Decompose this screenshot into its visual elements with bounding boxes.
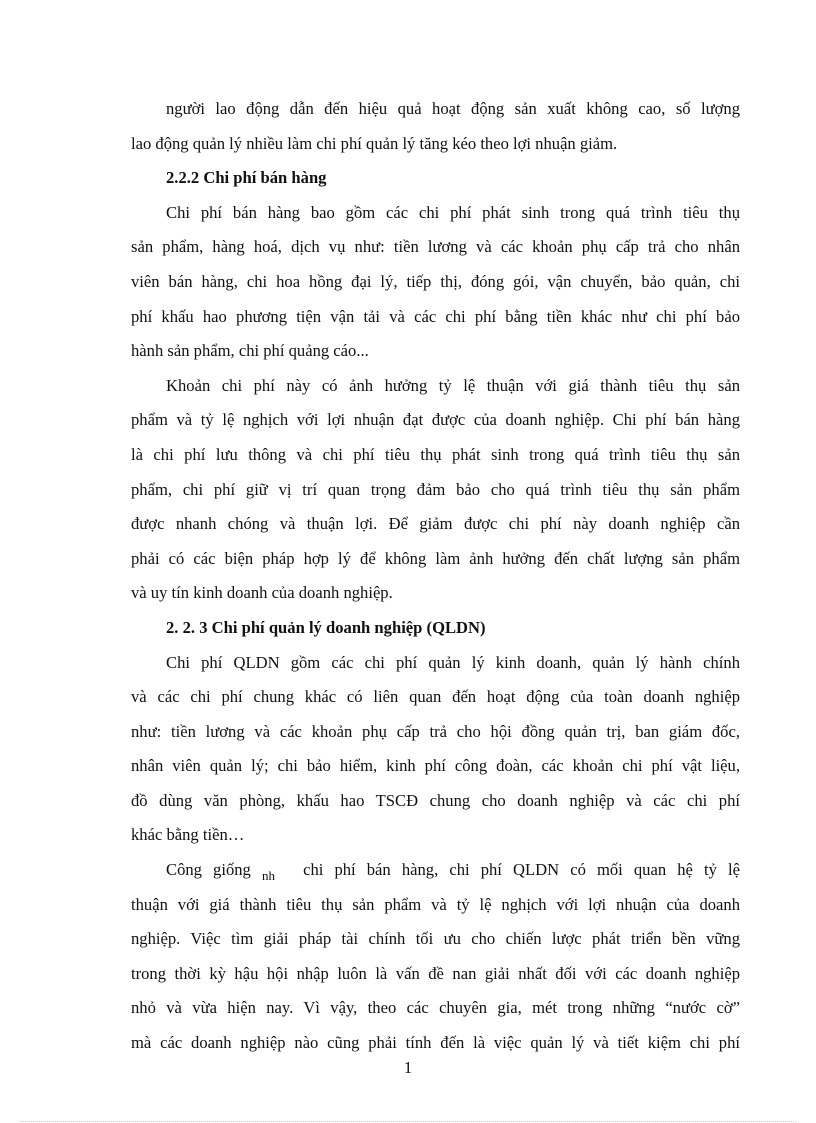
text-line: đồ dùng văn phòng, khấu hao TSCĐ chung cho doanh nghiệp và các chi phí	[131, 790, 740, 810]
text-line: và uy tín kinh doanh của doanh nghiệp.	[131, 583, 393, 603]
text-line: là chi phí lưu thông và chi phí tiêu thụ phát sinh trong quá trình tiêu thụ sản	[131, 444, 740, 464]
text-fragment: Công giống	[166, 860, 251, 880]
text-line: phải có các biện pháp hợp lý để không làm ảnh hưởng đến chất lượng sản phẩm	[131, 548, 740, 568]
text-fragment-small: nh	[261, 868, 275, 884]
section-heading-2-2-3: 2. 2. 3 Chi phí quản lý doanh nghiệp (QLDN)	[166, 617, 486, 637]
text-line: phẩm và tỷ lệ nghịch với lợi nhuận đạt được của doanh nghiệp. Chi phí bán hàng	[131, 410, 740, 430]
document-body	[131, 92, 740, 1061]
text-line: thuận với giá thành tiêu thụ sản phẩm và tỷ lệ nghịch với lợi nhuận của doanh	[131, 894, 740, 914]
text-line: Khoản chi phí này có ảnh hưởng tỷ lệ thuận với giá thành tiêu thụ sản	[166, 375, 740, 395]
text-line: và các chi phí chung khác có liên quan đến hoạt động của toàn doanh nghiệp	[131, 687, 740, 707]
text-line: phí khấu hao phương tiện vận tải và các chi phí bằng tiền khác như chi phí bảo	[131, 306, 740, 326]
text-line: sản phẩm, hàng hoá, dịch vụ như: tiền lương và các khoản phụ cấp trả cho nhân	[131, 237, 740, 257]
text-fragment: chi phí bán hàng, chi phí QLDN có mối quan hệ tỷ lệ	[303, 860, 740, 880]
page-bottom-divider	[20, 1121, 796, 1122]
text-line: được nhanh chóng và thuận lợi. Để giảm được chi phí này doanh nghiệp cần	[131, 514, 740, 534]
text-line: khác bằng tiền…	[131, 825, 245, 845]
page-number: 1	[403, 1058, 413, 1077]
text-line	[131, 853, 740, 888]
text-line: Chi phí QLDN gồm các chi phí quản lý kinh doanh, quản lý hành chính	[166, 652, 740, 672]
text-line: như: tiền lương và các khoản phụ cấp trả cho hội đồng quản trị, ban giám đốc,	[131, 721, 740, 741]
text-line: phẩm, chi phí giữ vị trí quan trọng đảm bảo cho quá trình tiêu thụ sản phẩm	[131, 479, 740, 499]
text-line: Chi phí bán hàng bao gồm các chi phí phát sinh trong quá trình tiêu thụ	[166, 202, 740, 222]
text-line: trong thời kỳ hậu hội nhập luôn là vấn đề nan giải nhất đối với các doanh nghiệp	[131, 963, 740, 983]
text-line: nghiệp. Việc tìm giải pháp tài chính tối ưu cho chiến lược phát triển bền vững	[131, 929, 740, 949]
text-line: nhân viên quản lý; chi bảo hiểm, kinh phí công đoàn, các khoản chi phí vật liệu,	[131, 756, 740, 776]
text-line: nhỏ và vừa hiện nay. Vì vậy, theo các chuyên gia, mét trong những “nước cờ”	[131, 998, 740, 1018]
section-heading-2-2-2: 2.2.2 Chi phí bán hàng	[166, 168, 327, 188]
text-line: hành sản phẩm, chi phí quảng cáo...	[131, 341, 369, 361]
text-line: lao động quản lý nhiều làm chi phí quản lý tăng kéo theo lợi nhuận giảm.	[131, 133, 618, 153]
text-line: mà các doanh nghiệp nào cũng phải tính đến là việc quản lý và tiết kiệm chi phí	[131, 1033, 740, 1053]
text-line: người lao động dẫn đến hiệu quả hoạt động sản xuất không cao, số lượng	[166, 99, 740, 118]
text-line: viên bán hàng, chi hoa hồng đại lý, tiếp thị, đóng gói, vận chuyển, bảo quản, chi	[131, 271, 740, 291]
